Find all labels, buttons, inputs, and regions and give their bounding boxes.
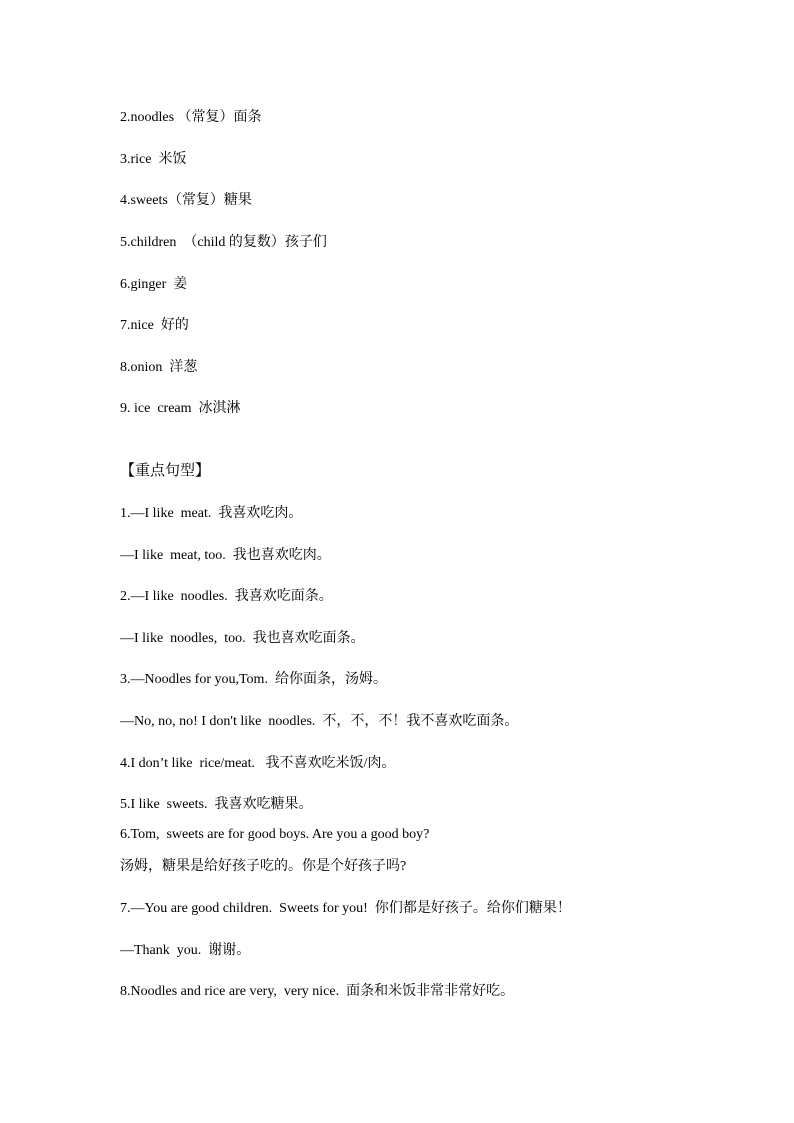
- vocab-item-rice: 3.rice 米饭: [120, 152, 187, 167]
- sentence-1b: —I like meat, too. 我也喜欢吃肉。: [120, 548, 331, 563]
- sentence-3a: 3.—Noodles for you,Tom. 给你面条，汤姆。: [120, 672, 387, 687]
- sentence-7a: 7.—You are good children. Sweets for you! 你们都是好孩子。给你们糖果！: [120, 901, 571, 916]
- sentence-2b: —I like noodles, too. 我也喜欢吃面条。: [120, 631, 365, 646]
- vocab-item-nice: 7.nice 好的: [120, 318, 189, 333]
- vocab-item-ginger: 6.ginger 姜: [120, 277, 188, 292]
- vocab-item-onion: 8.onion 洋葱: [120, 360, 198, 375]
- sentence-3b: —No, no, no! I don't like noodles. 不，不，不！我不喜欢吃面条。: [120, 714, 519, 729]
- vocab-item-children: 5.children （child 的复数）孩子们: [120, 235, 327, 250]
- sentence-2a: 2.—I like noodles. 我喜欢吃面条。: [120, 589, 333, 604]
- sentence-7b: —Thank you. 谢谢。: [120, 943, 251, 958]
- sentence-6-english: 6.Tom, sweets are for good boys. Are you a good boy?: [120, 827, 430, 842]
- sentence-6-chinese: 汤姆，糖果是给好孩子吃的。你是个好孩子吗?: [120, 859, 407, 874]
- vocab-item-sweets: 4.sweets（常复）糖果: [120, 193, 252, 208]
- sentence-1a: 1.—I like meat. 我喜欢吃肉。: [120, 506, 303, 521]
- vocab-item-ice-cream: 9. ice cream 冰淇淋: [120, 401, 241, 416]
- sentence-4: 4.I don’t like rice/meat. 我不喜欢吃米饭/肉。: [120, 756, 396, 771]
- sentence-5: 5.I like sweets. 我喜欢吃糖果。: [120, 797, 313, 812]
- vocab-item-noodles: 2.noodles （常复）面条: [120, 110, 262, 125]
- sentence-8: 8.Noodles and rice are very, very nice. 面条和米饭非常非常好吃。: [120, 984, 515, 999]
- section-heading: 【重点句型】: [120, 463, 211, 479]
